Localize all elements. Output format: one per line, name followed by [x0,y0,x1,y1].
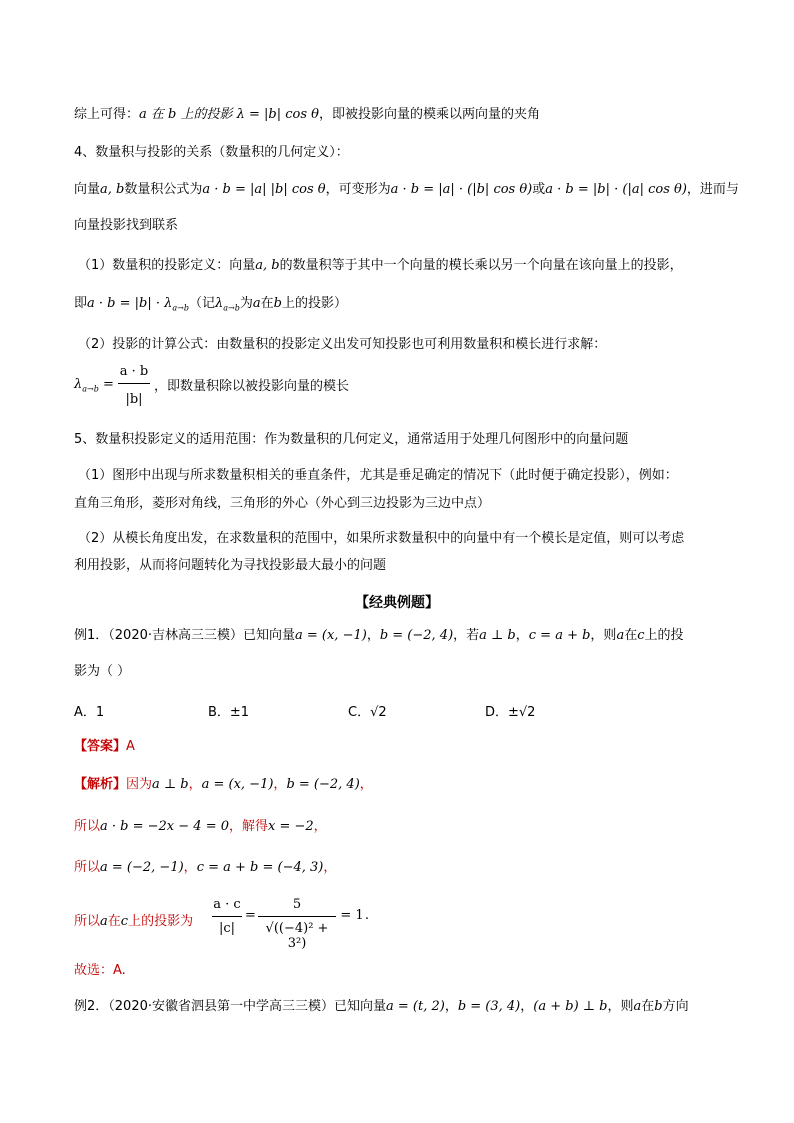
text: 上的投影为 [128,914,194,929]
answer-value: A [126,739,135,754]
example-1-question [74,627,684,645]
text: 因为 [126,777,153,792]
section-4-line-1 [74,181,739,199]
text: 例2．（2020·安徽省泗县第一中学高三三模）已知向量 [74,999,386,1014]
math: a [616,628,625,643]
section-5-para-2-cont: 利用投影，从而将问题转化为寻找投影最大最小的问题 [74,558,387,573]
analysis-tag: 【解析】 [74,777,127,792]
text: 在 [260,296,274,311]
option-c: C．√2 [348,705,387,720]
math: c [637,628,645,643]
text: ， [359,777,373,792]
section-5-para-1-cont: 直角三角形，菱形对角线，三角形的外心（外心到三边投影为三边中点） [74,496,491,511]
text: （1）数量积的投影定义：向量 [78,258,256,273]
text: ， [444,999,458,1014]
text: 在 [107,914,121,929]
summary-text-1: 综上可得： [74,107,140,122]
math: a [100,914,108,929]
summary-formula: a 在 b 上的投影 λ = |b| cos θ [139,107,319,122]
example-2-question [74,998,689,1016]
analysis-line-2 [74,818,327,836]
analysis-line-4 [74,913,193,931]
text: 所以 [74,914,101,929]
math: b = (3, 4) [457,999,521,1014]
text: 上的投 [644,628,684,643]
choice-line: 故选：A. [74,963,126,978]
section-5-para-2: （2）从模长角度出发，在求数量积的范围中，如果所求数量积中的向量中有一个模长是定值，则可以考虑 [78,531,685,546]
text: 所以 [74,860,101,875]
option-b: B．±1 [208,705,250,720]
analysis-line-1 [74,776,373,794]
projection-formula: $\lambda_{a\to b}$ = [74,377,114,394]
section-5-title: 5、数量积投影定义的适用范围：作为数量积的几何定义，通常适用于处理几何图形中的向量问题 [74,432,629,447]
text: 在 [641,999,655,1014]
period: . [364,908,370,923]
frac2-numerator: 5 [292,897,302,912]
text: ， [366,628,380,643]
section-5-para-1: （1）图形中出现与所求数量积相关的垂直条件，尤其是垂足确定的情况下（此时便于确定投影），例如： [78,468,678,483]
text: 在 [624,628,638,643]
text: 上的投影） [281,296,347,311]
text: ， [520,999,534,1014]
text: 所以 [74,819,101,834]
text: ，解得 [229,819,269,834]
math: x = −2 [268,819,314,834]
section-4-para-1-cont [74,295,347,318]
frac1-denominator: |c| [218,921,236,936]
math: a = (−2, −1) [100,860,184,875]
text: 向量 [74,182,101,197]
math: a · b = |b| · (|a| cos θ) [545,182,687,197]
text: 数量积公式为 [124,182,203,197]
text: ， [515,628,529,643]
subscript: a→b [223,303,240,313]
frac-result: = 1 [340,908,364,923]
section-heading: 【经典例题】 [355,595,439,611]
math: a = (x, −1) [201,777,274,792]
text: 的数量积等于其中一个向量的模长乘以另一个向量在该向量上的投影， [279,258,683,273]
math: c = a + b [528,628,591,643]
example-1-question-cont: 影为（ ） [74,664,131,679]
text: 例1．（2020·吉林高三三模）已知向量 [74,628,295,643]
option-d: D．±√2 [485,705,536,720]
option-a: A．1 [74,705,105,720]
math: λ [214,296,224,311]
math: a · b = |a| |b| cos θ [202,182,326,197]
frac1-bar [212,916,242,917]
formula-numerator: a · b [119,364,149,379]
math: a = (t, 2) [386,999,445,1014]
section-4-para-2: （2）投影的计算公式：由数量积的投影定义出发可知投影也可利用数量积和模长进行求解： [78,337,607,352]
text: 即 [74,296,88,311]
text: ， [323,860,337,875]
subscript: a→b [82,384,99,394]
section-4-title: 4、数量积与投影的关系（数量积的几何定义）： [74,145,349,160]
text: ， [313,819,327,834]
math: a [633,999,642,1014]
section-4-line-2: 向量投影找到联系 [74,218,179,233]
frac2-denominator: √((−4)² + 3²) [265,921,329,951]
text: （记 [188,296,215,311]
text: 或 [532,182,546,197]
lambda: λ [74,377,83,392]
analysis-line-3 [74,859,336,877]
math: a = (x, −1) [295,628,367,643]
text: 为 [239,296,253,311]
text: ， [183,860,197,875]
frac2-bar [258,916,336,917]
frac1-numerator: a · c [213,897,241,912]
math: a · b = |a| · (|b| cos θ) [390,182,533,197]
answer-line [74,738,135,756]
math: b [273,296,282,311]
text: ， [273,777,287,792]
math: a · b = |b| · λ [87,296,173,311]
math: a, b [255,258,280,273]
math: a ⊥ b [479,628,516,643]
math: (a + b) ⊥ b [533,999,608,1014]
math: b = (−2, 4) [379,628,454,643]
equals-sign: = [245,908,256,923]
math: c [120,914,129,929]
math: a, b [100,182,125,197]
math: c = a + b = (−4, 3) [196,860,324,875]
text: ， [188,777,202,792]
formula-explanation: ，即数量积除以被投影向量的模长 [154,379,350,394]
math: b = (−2, 4) [286,777,360,792]
subscript: a→b [172,303,189,313]
formula-denominator: |b| [125,392,143,407]
summary-text-2: ，即被投影向量的模乘以两向量的夹角 [318,107,540,122]
text: ，若 [453,628,480,643]
text: ，可变形为 [325,182,391,197]
fraction-bar [118,383,150,384]
math: a · b = −2x − 4 = 0 [100,819,229,834]
text: ，则 [607,999,634,1014]
summary-line [74,106,540,124]
text: 方向 [662,999,689,1014]
math: a [252,296,261,311]
answer-tag: 【答案】 [74,739,127,754]
text: ，进而与 [686,182,739,197]
text: ，则 [590,628,617,643]
section-4-para-1 [78,257,683,275]
math: a ⊥ b [152,777,189,792]
math: b [654,999,663,1014]
